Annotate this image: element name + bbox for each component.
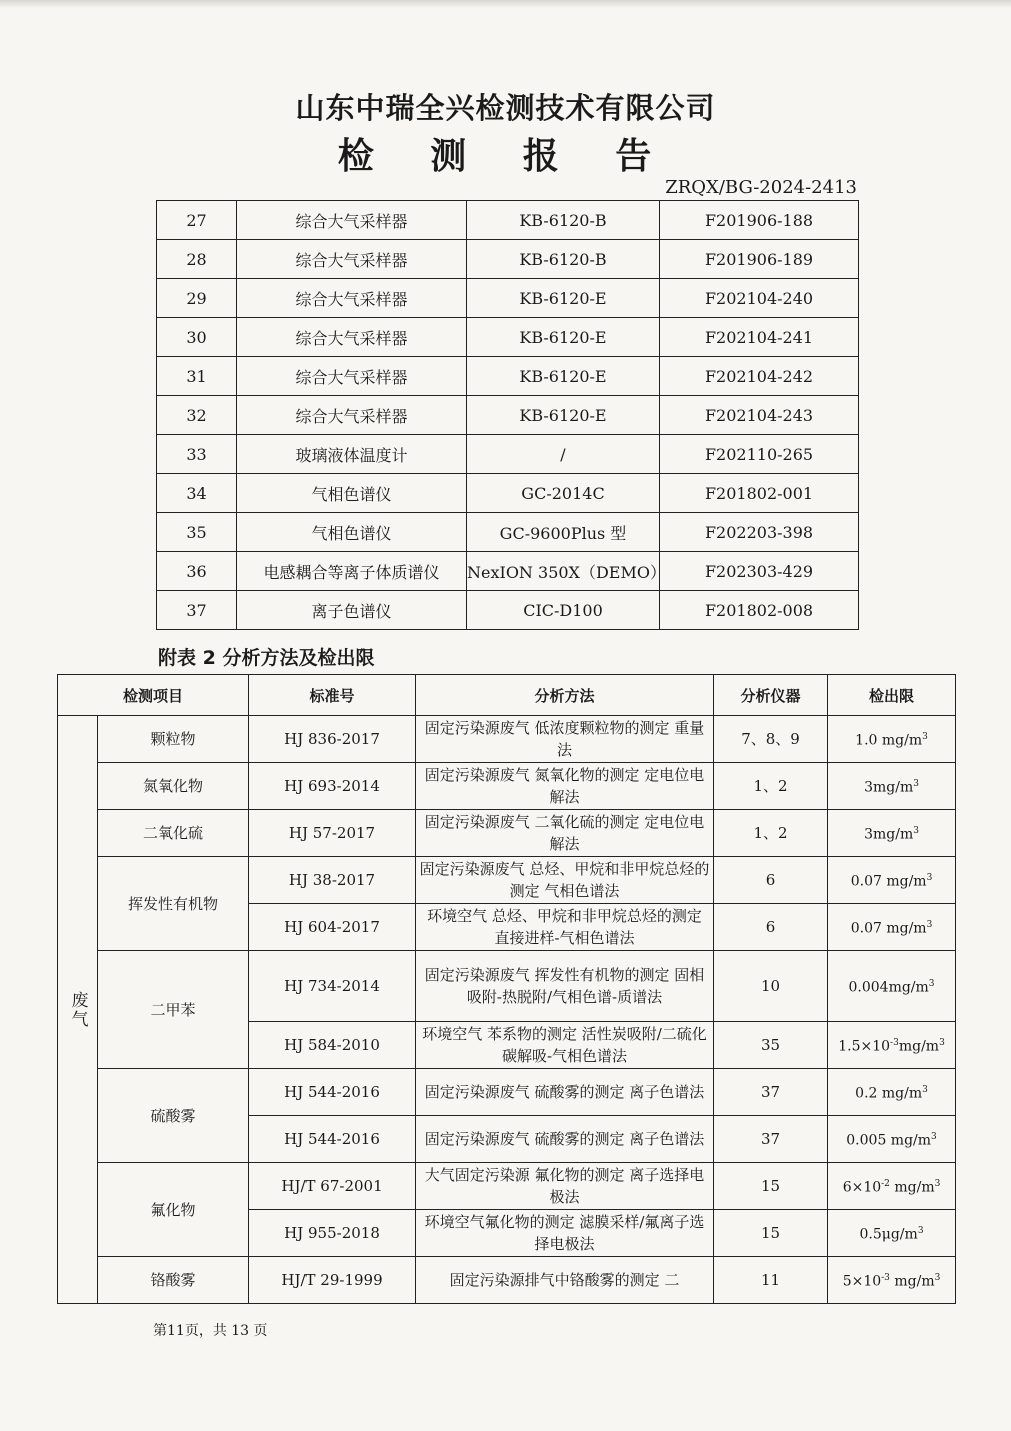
item-cell: 二甲苯 [98, 951, 249, 1069]
equipment-id-cell: F202203-398 [660, 513, 859, 552]
equipment-id-cell: F201906-188 [660, 201, 859, 240]
instrument-cell: 15 [714, 1163, 828, 1210]
limit-cell [828, 904, 956, 951]
scan-edge [0, 0, 1011, 8]
equipment-row [157, 591, 859, 630]
equipment-row [157, 513, 859, 552]
instrument-cell: 6 [714, 857, 828, 904]
cubic-superscript: 3 [922, 1085, 928, 1096]
header-limit: 检出限 [828, 675, 956, 716]
table-row [58, 1257, 956, 1304]
equipment-name-cell: 综合大气采样器 [237, 279, 467, 318]
equipment-id-cell: F202110-265 [660, 435, 859, 474]
equipment-no-cell: 27 [157, 201, 237, 240]
equipment-row [157, 279, 859, 318]
table-row [58, 716, 956, 763]
equipment-id-cell: F202104-241 [660, 318, 859, 357]
limit-cell [828, 716, 956, 763]
cubic-superscript: 3 [926, 920, 933, 931]
equipment-id-cell: F201802-008 [660, 591, 859, 630]
item-cell: 硫酸雾 [98, 1069, 249, 1163]
limit-value: 0.2 mg/m [855, 1085, 923, 1102]
equipment-model-cell: NexION 350X（DEMO） [467, 552, 660, 591]
header-item: 检测项目 [58, 675, 249, 716]
method-cell: 固定污染源废气 总烃、甲烷和非甲烷总烃的测定 气相色谱法 [416, 857, 714, 904]
report-number: ZRQX/BG-2024-2413 [665, 177, 857, 198]
equipment-row [157, 318, 859, 357]
equipment-model-cell: KB-6120-B [467, 201, 660, 240]
standard-cell: HJ 955-2018 [249, 1210, 416, 1257]
limit-value: 3mg/m [864, 826, 914, 843]
equipment-no-cell: 30 [157, 318, 237, 357]
limit-cell [828, 1163, 956, 1210]
table-row [58, 810, 956, 857]
equipment-name-cell: 综合大气采样器 [237, 357, 467, 396]
header-method: 分析方法 [416, 675, 714, 716]
appendix2-caption: 附表 2 分析方法及检出限 [158, 647, 375, 669]
equipment-name-cell: 综合大气采样器 [237, 396, 467, 435]
limit-exponent: -2 [881, 1179, 890, 1190]
cubic-superscript: 3 [922, 732, 928, 743]
equipment-id-cell: F202104-243 [660, 396, 859, 435]
item-cell: 颗粒物 [98, 716, 249, 763]
cubic-superscript: 3 [913, 779, 919, 790]
limit-cell [828, 1210, 956, 1257]
instrument-cell: 15 [714, 1210, 828, 1257]
equipment-row [157, 552, 859, 591]
methods-table [57, 674, 956, 1304]
equipment-row [157, 396, 859, 435]
cubic-superscript: 3 [931, 1132, 937, 1143]
equipment-name-cell: 气相色谱仪 [237, 513, 467, 552]
header-instrument: 分析仪器 [714, 675, 828, 716]
method-cell: 环境空气 总烃、甲烷和非甲烷总烃的测定 直接进样-气相色谱法 [416, 904, 714, 951]
equipment-id-cell: F201802-001 [660, 474, 859, 513]
equipment-model-cell: KB-6120-E [467, 396, 660, 435]
instrument-cell: 37 [714, 1069, 828, 1116]
table-row [58, 1163, 956, 1210]
standard-cell: HJ 836-2017 [249, 716, 416, 763]
report-title: 检 测 报 告 [337, 136, 674, 177]
equipment-name-cell: 离子色谱仪 [237, 591, 467, 630]
equipment-model-cell: GC-9600Plus 型 [467, 513, 660, 552]
standard-cell: HJ/T 67-2001 [249, 1163, 416, 1210]
item-cell: 氟化物 [98, 1163, 249, 1257]
standard-cell: HJ 604-2017 [249, 904, 416, 951]
instrument-cell: 37 [714, 1116, 828, 1163]
standard-cell: HJ/T 29-1999 [249, 1257, 416, 1304]
item-cell: 挥发性有机物 [98, 857, 249, 951]
limit-exponent: -3 [881, 1273, 890, 1284]
equipment-no-cell: 34 [157, 474, 237, 513]
method-cell: 环境空气 苯系物的测定 活性炭吸附/二硫化碳解吸-气相色谱法 [416, 1022, 714, 1069]
standard-cell: HJ 57-2017 [249, 810, 416, 857]
equipment-id-cell: F201906-189 [660, 240, 859, 279]
standard-cell: HJ 693-2014 [249, 763, 416, 810]
method-cell: 固定污染源废气 二氧化硫的测定 定电位电解法 [416, 810, 714, 857]
equipment-model-cell: KB-6120-E [467, 318, 660, 357]
equipment-name-cell: 气相色谱仪 [237, 474, 467, 513]
limit-value: 1.0 mg/m [855, 732, 923, 749]
limit-value: 0.5μg/m [859, 1226, 918, 1243]
limit-value: 0.005 mg/m [846, 1132, 932, 1149]
equipment-model-cell: KB-6120-E [467, 357, 660, 396]
equipment-model-cell: KB-6120-B [467, 240, 660, 279]
method-cell: 大气固定污染源 氟化物的测定 离子选择电极法 [416, 1163, 714, 1210]
limit-base: 6×10 [842, 1179, 882, 1196]
equipment-name-cell: 综合大气采样器 [237, 240, 467, 279]
equipment-name-cell: 电感耦合等离子体质谱仪 [237, 552, 467, 591]
instrument-cell: 10 [714, 951, 828, 1022]
cubic-superscript: 3 [928, 979, 935, 990]
equipment-table-body [157, 201, 859, 630]
equipment-no-cell: 28 [157, 240, 237, 279]
cubic-superscript: 3 [934, 1179, 941, 1190]
limit-value: 0.004mg/m [848, 979, 929, 996]
equipment-model-cell: CIC-D100 [467, 591, 660, 630]
cubic-superscript: 3 [926, 873, 933, 884]
limit-unit: mg/m [889, 1273, 935, 1290]
limit-unit: mg/m [889, 1179, 935, 1196]
header-standard: 标准号 [249, 675, 416, 716]
limit-value: 0.07 mg/m [850, 920, 927, 937]
method-cell: 固定污染源废气 硫酸雾的测定 离子色谱法 [416, 1116, 714, 1163]
equipment-row [157, 240, 859, 279]
equipment-name-cell: 综合大气采样器 [237, 318, 467, 357]
equipment-row [157, 201, 859, 240]
limit-base: 1.5×10 [838, 1038, 891, 1055]
equipment-name-cell: 玻璃液体温度计 [237, 435, 467, 474]
equipment-name-cell: 综合大气采样器 [237, 201, 467, 240]
method-cell: 固定污染源废气 挥发性有机物的测定 固相吸附-热脱附/气相色谱-质谱法 [416, 951, 714, 1022]
equipment-row [157, 474, 859, 513]
limit-cell [828, 1022, 956, 1069]
instrument-cell: 35 [714, 1022, 828, 1069]
limit-value: 0.07 mg/m [850, 873, 927, 890]
instrument-cell: 6 [714, 904, 828, 951]
equipment-id-cell: F202303-429 [660, 552, 859, 591]
method-cell: 环境空气氟化物的测定 滤膜采样/氟离子选择电极法 [416, 1210, 714, 1257]
table-row [58, 763, 956, 810]
cubic-superscript: 3 [939, 1038, 945, 1049]
limit-exponent: -3 [890, 1038, 899, 1049]
limit-cell [828, 763, 956, 810]
standard-cell: HJ 544-2016 [249, 1116, 416, 1163]
standard-cell: HJ 38-2017 [249, 857, 416, 904]
equipment-no-cell: 35 [157, 513, 237, 552]
company-name: 山东中瑞全兴检测技术有限公司 [295, 91, 716, 125]
equipment-id-cell: F202104-240 [660, 279, 859, 318]
instrument-cell: 1、2 [714, 810, 828, 857]
limit-cell [828, 951, 956, 1022]
equipment-no-cell: 37 [157, 591, 237, 630]
equipment-no-cell: 32 [157, 396, 237, 435]
equipment-model-cell: KB-6120-E [467, 279, 660, 318]
cubic-superscript: 3 [934, 1273, 941, 1284]
equipment-table [156, 200, 859, 630]
equipment-id-cell: F202104-242 [660, 357, 859, 396]
method-cell: 固定污染源排气中铬酸雾的测定 二 [416, 1257, 714, 1304]
standard-cell: HJ 544-2016 [249, 1069, 416, 1116]
limit-unit: mg/m [898, 1038, 940, 1055]
equipment-model-cell: / [467, 435, 660, 474]
methods-header-row [58, 675, 956, 716]
table-row [58, 857, 956, 904]
equipment-row [157, 357, 859, 396]
table-row [58, 1069, 956, 1116]
limit-cell [828, 857, 956, 904]
limit-value: 3mg/m [864, 779, 914, 796]
method-cell: 固定污染源废气 硫酸雾的测定 离子色谱法 [416, 1069, 714, 1116]
page-footer: 第11页，共 13 页 [153, 1323, 268, 1339]
instrument-cell: 11 [714, 1257, 828, 1304]
standard-cell: HJ 734-2014 [249, 951, 416, 1022]
equipment-no-cell: 36 [157, 552, 237, 591]
category-cell: 废气 [58, 716, 98, 1304]
limit-base: 5×10 [842, 1273, 882, 1290]
instrument-cell: 7、8、9 [714, 716, 828, 763]
cubic-superscript: 3 [913, 826, 919, 837]
limit-cell [828, 1257, 956, 1304]
equipment-row [157, 435, 859, 474]
table-row [58, 951, 956, 1022]
standard-cell: HJ 584-2010 [249, 1022, 416, 1069]
equipment-model-cell: GC-2014C [467, 474, 660, 513]
equipment-no-cell: 31 [157, 357, 237, 396]
limit-cell [828, 1069, 956, 1116]
limit-cell [828, 810, 956, 857]
instrument-cell: 1、2 [714, 763, 828, 810]
item-cell: 铬酸雾 [98, 1257, 249, 1304]
item-cell: 氮氧化物 [98, 763, 249, 810]
cubic-superscript: 3 [917, 1226, 924, 1237]
limit-cell [828, 1116, 956, 1163]
item-cell: 二氧化硫 [98, 810, 249, 857]
equipment-no-cell: 29 [157, 279, 237, 318]
method-cell: 固定污染源废气 氮氧化物的测定 定电位电解法 [416, 763, 714, 810]
method-cell: 固定污染源废气 低浓度颗粒物的测定 重量法 [416, 716, 714, 763]
equipment-no-cell: 33 [157, 435, 237, 474]
